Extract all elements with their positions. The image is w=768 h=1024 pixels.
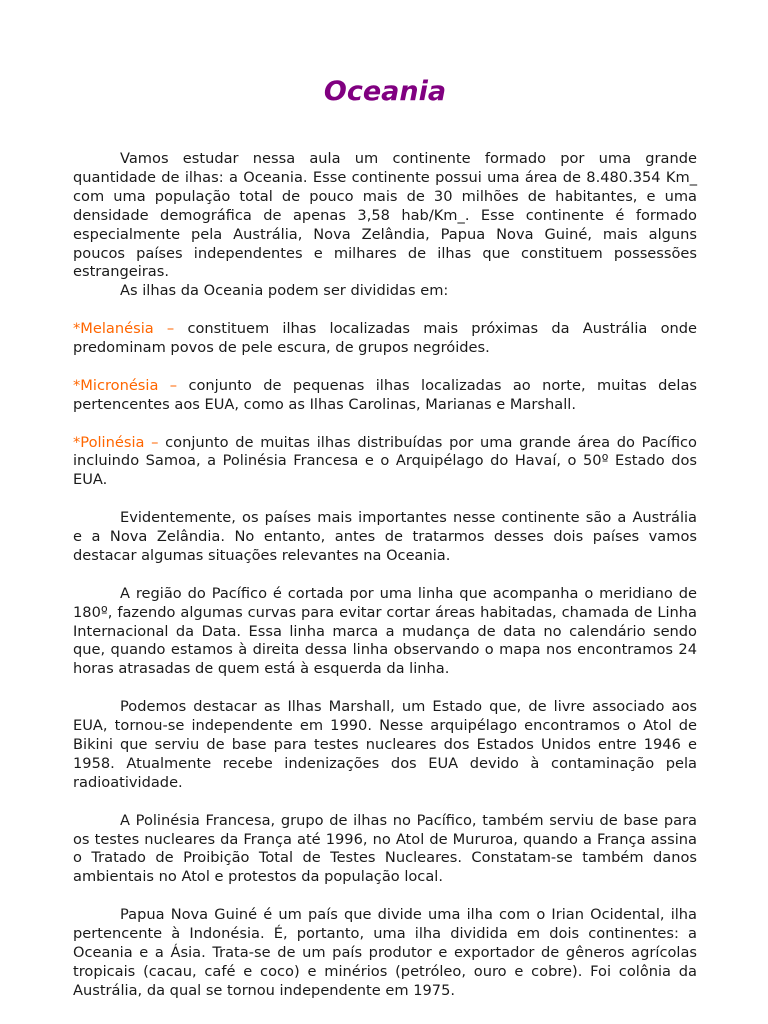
- term-micronesia: *Micronésia –: [73, 376, 178, 394]
- paragraph-french-polynesia: A Polinésia Francesa, grupo de ilhas no Pacífico, também serviu de base para os testes nucleares da França até 1996, no Atol de Mururoa, quando a França assina o Tratado de Proibição Total de Testes Nucleares. Constatam-se também danos ambientais no Atol e protestos da população local.: [73, 811, 697, 886]
- paragraph-divisions-intro: As ilhas da Oceania podem ser divididas em:: [120, 282, 449, 300]
- paragraph-intro: Vamos estudar nessa aula um continente formado por uma grande quantidade de ilhas: a Oceania. Esse continente possui uma área de 8.480.354 Km_ com uma população total de pouco mais de 30 milhões de habitantes, e uma densidade demográfica de apenas 3,58 hab/Km_. Esse continente é formado especialmente pela Austrália, Nova Zelândia, Papua Nova Guiné, mais alguns poucos países independentes e milhares de ilhas que constituem possessões estrangeiras.: [73, 150, 697, 281]
- text-micronesia: conjunto de pequenas ilhas localizadas ao norte, muitas delas pertencentes aos EUA, como as Ilhas Carolinas, Marianas e Marshall.: [73, 376, 697, 413]
- paragraph-main-countries: Evidentemente, os países mais importantes nesse continente são a Austrália e a Nova Zelândia. No entanto, antes de tratarmos desses dois países vamos destacar algumas situações relevantes na Oceania.: [73, 509, 697, 564]
- document-body: [73, 150, 697, 1001]
- paragraph-date-line: A região do Pacífico é cortada por uma linha que acompanha o meridiano de 180º, fazendo algumas curvas para evitar cortar áreas habitadas, chamada de Linha Internacional da Data. Essa linha marca a mudança de data no calendário sendo que, quando estamos à direita dessa linha observando o mapa nos encontramos 24 horas atrasadas de quem está à esquerda da linha.: [73, 584, 697, 678]
- paragraph-polinesia: [73, 434, 697, 491]
- page-title: Oceania: [323, 76, 447, 107]
- paragraph-micronesia: [73, 377, 697, 415]
- term-polinesia: *Polinésia –: [73, 433, 159, 451]
- text-polinesia: conjunto de muitas ilhas distribuídas por uma grande área do Pacífico incluindo Samoa, a Polinésia Francesa e o Arquipélago do Havaí, o 50º Estado dos EUA.: [73, 433, 697, 489]
- text-melanesia: constituem ilhas localizadas mais próximas da Austrália onde predominam povos de pele escura, de grupos negróides.: [73, 320, 697, 357]
- paragraph-marshall: Podemos destacar as Ilhas Marshall, um Estado que, de livre associado aos EUA, tornou-se independente em 1990. Nesse arquipélago encontramos o Atol de Bikini que serviu de base para testes nucleares dos Estados Unidos entre 1946 e 1958. Atualmente recebe indenizações dos EUA devido à contaminação pela radioatividade.: [73, 698, 697, 791]
- term-melanesia: *Melanésia –: [73, 320, 175, 338]
- paragraph-papua: Papua Nova Guiné é um país que divide uma ilha com o Irian Ocidental, ilha pertencente à Indonésia. É, portanto, uma ilha dividida em dois continentes: a Oceania e a Ásia. Trata-se de um país produtor e exportador de gêneros agrícolas tropicais (cacau, café e coco) e minérios (petróleo, ouro e cobre). Foi colônia da Austrália, da qual se tornou independente em 1975.: [73, 906, 697, 999]
- paragraph-melanesia: [73, 320, 697, 358]
